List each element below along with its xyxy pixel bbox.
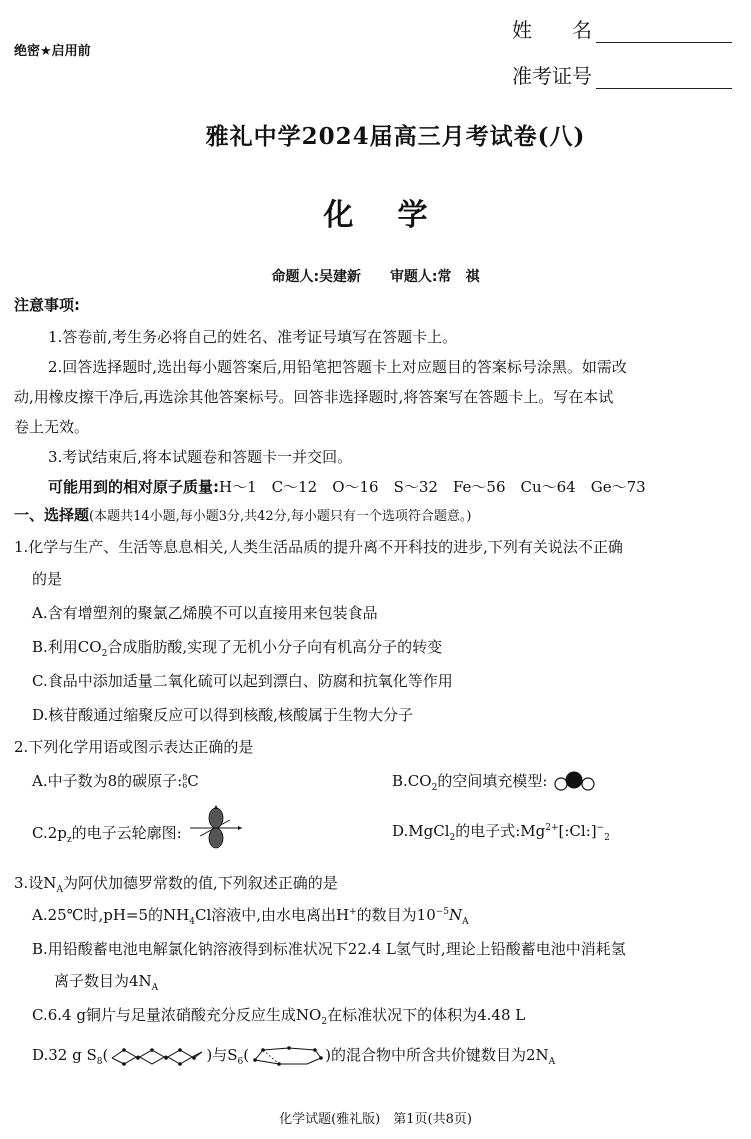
q2-d-charge: − [596,823,605,833]
q3-d-sub2: 6 [237,1057,244,1067]
q2-d-pre: D.MgCl [392,822,450,840]
q3-b2-sub: A [151,983,159,993]
q1-option-d: D.核苷酸通过缩聚反应可以得到核酸,核酸属于生物大分子 [32,706,414,724]
q3-a-mid2: 的数目为10 [356,906,436,924]
atomic-mass-label: 可能用到的相对原子质量: [48,478,219,496]
q1-option-b [32,636,442,659]
q3-a-na-sub: A [462,917,469,927]
pz-orbital-diagram-icon [186,804,246,850]
atomic-mass-values: H～1 C～12 O～16 S～32 Fe～56 Cu～64 Ge～73 [219,478,646,496]
q3-c-pre: C.6.4 g铜片与足量浓硝酸充分反应生成NO [32,1006,322,1024]
atomic-mass-line [48,476,646,497]
q2-c-sub: z [66,835,72,845]
section-1-title: 一、选择题 [14,506,90,524]
q2-b-post: 的空间填充模型: [437,772,548,790]
q2-d-mid: 的电子式:Mg [455,822,546,840]
section-1-note: (本题共14小题,每小题3分,共42分,每小题只有一个选项符合题意。) [89,509,472,524]
q3-b2-pre: 离子数目为4N [54,972,152,990]
q3-option-b: B.用铅酸蓄电池电解氯化钠溶液得到标准状况下22.4 L氢气时,理论上铅酸蓄电池中消耗氢 [32,940,626,958]
q1-stem: 1.化学与生产、生活等息息相关,人类生活品质的提升离不开科技的进步,下列有关说法不正确 [14,538,623,556]
q3-a-na: N [449,906,463,924]
notice-item-3: 3.考试结束后,将本试题卷和答题卡一并交回。 [48,448,353,466]
notice-item-1: 1.答卷前,考生务必将自己的姓名、准考证号填写在答题卡上。 [48,328,458,346]
section-1-heading [14,504,471,525]
q2-d-sub: 2 [449,833,456,843]
q3-d-post: 的混合物中所含共价键数目为2N [330,1046,549,1064]
exam-title: 雅礼中学2024届高三月考试卷(八) [205,123,586,150]
exam-id-field [512,60,732,89]
q3-stem-post: 为阿伏加德罗常数的值,下列叙述正确的是 [62,874,338,892]
setter: 命题人:吴建新 [271,269,362,285]
reviewer: 审题人:常 祺 [389,269,480,285]
q1-b-pre: B.利用CO [32,638,102,656]
q3-option-d: D.32 g $S_8$( )与$S_6$( )的混合物中所含共价键数目为$2N_A$ [32,1046,556,1067]
q3-option-c [32,1004,525,1027]
q3-c-sub: 2 [321,1017,328,1027]
name-field [512,14,732,43]
page-footer: 化学试题(雅礼版) 第1页(共8页) [279,1112,472,1127]
q2-option-d [392,820,610,843]
q2-option-b [392,770,596,793]
q3-stem-sub: A [56,885,63,895]
q1-option-a: A.含有增塑剂的聚氯乙烯膜不可以直接用来包装食品 [32,604,378,622]
q2-d-sup: 2+ [545,823,559,833]
s8-ring-structure-icon [108,1044,206,1068]
q3-stem-pre: 3.设N [14,874,57,892]
co2-space-filling-model-icon [552,771,596,793]
notice-item-2: 2.回答选择题时,选出每小题答案后,用铅笔把答题卡上对应题目的答案标号涂黑。如需改 [48,358,627,376]
notice-item-2-cont2: 卷上无效。 [14,418,90,436]
exam-id-blank [596,66,732,89]
q3-d-sub3: A [548,1057,556,1067]
q2-d-count: 2 [604,833,610,843]
q3-option-b-cont [54,970,158,993]
q2-c-post: 的电子云轮廓图: [71,824,182,842]
q2-a-symbol: C [187,772,199,790]
secret-mark: 绝密★启用前 [14,44,91,59]
q2-option-c [32,818,246,850]
q3-a-sub: 4 [189,917,195,927]
q1-b-sub: 2 [101,649,108,659]
exam-id-label: 准考证号 [512,64,592,88]
q3-a-sup: + [349,907,357,917]
q3-stem [14,872,338,895]
q3-option-a [32,904,469,927]
q2-a-mass: 8 [182,773,188,782]
q3-a-mid: Cl溶液中,由水电离出H [194,906,350,924]
q1-option-c: C.食品中添加适量二氧化硫可以起到漂白、防腐和抗氧化等作用 [32,672,453,690]
q3-a-exp: −5 [435,907,450,917]
q3-d-sub1: 8 [96,1057,103,1067]
name-label: 姓 名 [512,18,592,42]
notice-heading: 注意事项: [14,296,80,314]
q2-b-pre: B.CO [392,772,432,790]
q2-b-sub: 2 [431,783,438,793]
q1-b-post: 合成脂肪酸,实现了无机小分子向有机高分子的转变 [107,638,443,656]
q2-d-formula: [:Cl:] [558,822,597,840]
q3-c-post: 在标准状况下的体积为4.48 L [327,1006,526,1024]
name-blank [596,20,732,43]
q1-stem-cont: 的是 [32,570,63,588]
s6-ring-structure-icon [249,1044,325,1068]
q3-d-mid: 与S [212,1046,238,1064]
q2-option-a [32,770,199,791]
q2-c-pre: C.2p [32,824,67,842]
notice-item-2-cont: 动,用橡皮擦干净后,再选涂其他答案标号。回答非选择题时,将答案写在答题卡上。写在本试 [14,388,614,406]
q2-a-proton: 6 [182,781,188,790]
q3-d-pre: D.32 g S [32,1046,97,1064]
q2-a-pre: A.中子数为8的碳原子: [32,772,183,790]
q3-a-pre: A.25℃时,pH=5的NH [32,906,190,924]
authors [0,266,751,286]
subject-title: 化学 [323,198,472,233]
q2-stem: 2.下列化学用语或图示表达正确的是 [14,738,254,756]
